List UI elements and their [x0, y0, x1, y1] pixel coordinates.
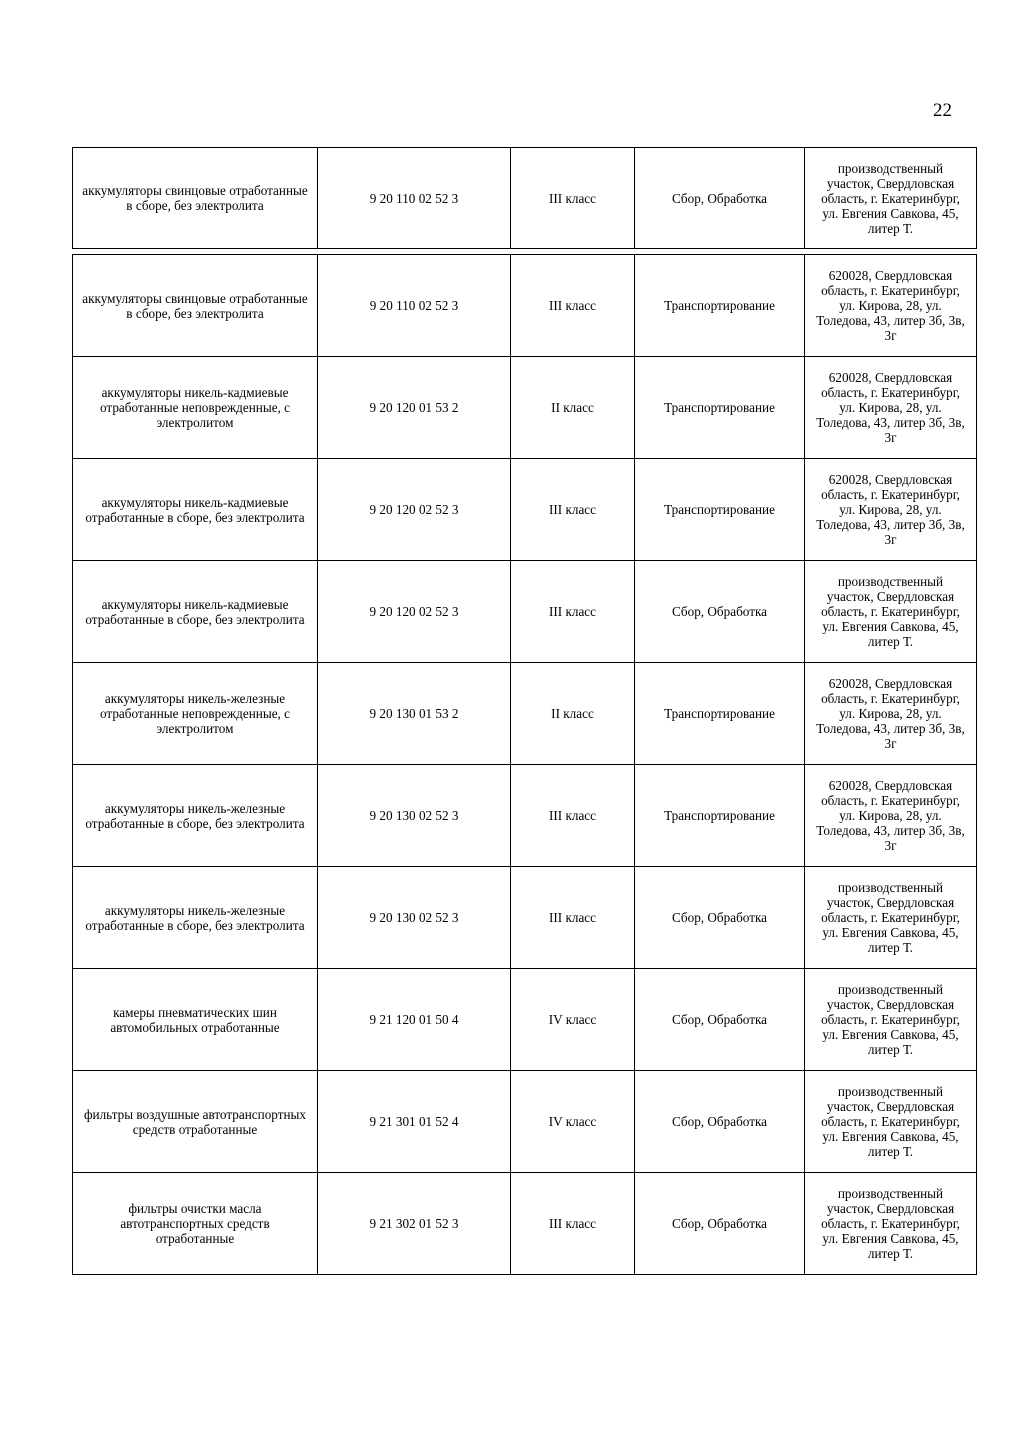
activity-type-cell: Транспортирование [635, 459, 805, 561]
hazard-class-cell: III класс [511, 765, 635, 867]
waste-name-cell: аккумуляторы никель-железные отработанные в сборе, без электролита [73, 765, 318, 867]
fkko-code-cell: 9 21 302 01 52 3 [318, 1173, 511, 1275]
hazard-class-cell: III класс [511, 867, 635, 969]
table-row [73, 357, 977, 459]
table-row [73, 561, 977, 663]
hazard-class-cell: IV класс [511, 969, 635, 1071]
waste-name-cell: аккумуляторы свинцовые отработанные в сборе, без электролита [73, 148, 318, 249]
activity-type-cell: Сбор, Обработка [635, 1071, 805, 1173]
waste-name-cell: фильтры воздушные автотранспортных средств отработанные [73, 1071, 318, 1173]
fkko-code-cell: 9 20 120 01 53 2 [318, 357, 511, 459]
site-address-cell: производственный участок, Свердловская область, г. Екатеринбург, ул. Евгения Савкова, 45, литер Т. [805, 1071, 977, 1173]
fkko-code-cell: 9 21 120 01 50 4 [318, 969, 511, 1071]
waste-name-cell: аккумуляторы никель-железные отработанные в сборе, без электролита [73, 867, 318, 969]
fkko-code-cell: 9 21 301 01 52 4 [318, 1071, 511, 1173]
waste-table-continued [72, 147, 977, 249]
waste-name-cell: аккумуляторы свинцовые отработанные в сборе, без электролита [73, 255, 318, 357]
activity-type-cell: Сбор, Обработка [635, 148, 805, 249]
site-address-cell: 620028, Свердловская область, г. Екатеринбург, ул. Кирова, 28, ул. Толедова, 43, литер 3б, 3в, 3г [805, 255, 977, 357]
hazard-class-cell: III класс [511, 255, 635, 357]
table-row [73, 459, 977, 561]
table-row [73, 255, 977, 357]
activity-type-cell: Сбор, Обработка [635, 1173, 805, 1275]
waste-name-cell: аккумуляторы никель-железные отработанные неповрежденные, с электролитом [73, 663, 318, 765]
table-row [73, 765, 977, 867]
site-address-cell: 620028, Свердловская область, г. Екатеринбург, ул. Кирова, 28, ул. Толедова, 43, литер 3б, 3в, 3г [805, 459, 977, 561]
site-address-cell: 620028, Свердловская область, г. Екатеринбург, ул. Кирова, 28, ул. Толедова, 43, литер 3б, 3в, 3г [805, 765, 977, 867]
fkko-code-cell: 9 20 130 02 52 3 [318, 867, 511, 969]
activity-type-cell: Сбор, Обработка [635, 969, 805, 1071]
activity-type-cell: Транспортирование [635, 255, 805, 357]
table-row [73, 1071, 977, 1173]
waste-name-cell: фильтры очистки масла автотранспортных средств отработанные [73, 1173, 318, 1275]
hazard-class-cell: IV класс [511, 1071, 635, 1173]
hazard-class-cell: III класс [511, 561, 635, 663]
activity-type-cell: Транспортирование [635, 357, 805, 459]
site-address-cell: производственный участок, Свердловская область, г. Екатеринбург, ул. Евгения Савкова, 45, литер Т. [805, 561, 977, 663]
hazard-class-cell: II класс [511, 357, 635, 459]
waste-name-cell: аккумуляторы никель-кадмиевые отработанные в сборе, без электролита [73, 561, 318, 663]
fkko-code-cell: 9 20 130 01 53 2 [318, 663, 511, 765]
site-address-cell: 620028, Свердловская область, г. Екатеринбург, ул. Кирова, 28, ул. Толедова, 43, литер 3б, 3в, 3г [805, 357, 977, 459]
fkko-code-cell: 9 20 130 02 52 3 [318, 765, 511, 867]
table-row [73, 969, 977, 1071]
activity-type-cell: Транспортирование [635, 663, 805, 765]
waste-name-cell: аккумуляторы никель-кадмиевые отработанные неповрежденные, с электролитом [73, 357, 318, 459]
table-row [73, 1173, 977, 1275]
hazard-class-cell: III класс [511, 1173, 635, 1275]
table-row [73, 148, 977, 249]
fkko-code-cell: 9 20 110 02 52 3 [318, 255, 511, 357]
hazard-class-cell: III класс [511, 459, 635, 561]
table-row [73, 663, 977, 765]
fkko-code-cell: 9 20 120 02 52 3 [318, 561, 511, 663]
site-address-cell: 620028, Свердловская область, г. Екатеринбург, ул. Кирова, 28, ул. Толедова, 43, литер 3б, 3в, 3г [805, 663, 977, 765]
site-address-cell: производственный участок, Свердловская область, г. Екатеринбург, ул. Евгения Савкова, 45, литер Т. [805, 1173, 977, 1275]
hazard-class-cell: III класс [511, 148, 635, 249]
waste-name-cell: аккумуляторы никель-кадмиевые отработанные в сборе, без электролита [73, 459, 318, 561]
page-number: 22 [933, 100, 952, 121]
site-address-cell: производственный участок, Свердловская область, г. Екатеринбург, ул. Евгения Савкова, 45, литер Т. [805, 867, 977, 969]
fkko-code-cell: 9 20 110 02 52 3 [318, 148, 511, 249]
site-address-cell: производственный участок, Свердловская область, г. Екатеринбург, ул. Евгения Савкова, 45, литер Т. [805, 148, 977, 249]
table-row [73, 867, 977, 969]
hazard-class-cell: II класс [511, 663, 635, 765]
waste-name-cell: камеры пневматических шин автомобильных отработанные [73, 969, 318, 1071]
site-address-cell: производственный участок, Свердловская область, г. Екатеринбург, ул. Евгения Савкова, 45, литер Т. [805, 969, 977, 1071]
fkko-code-cell: 9 20 120 02 52 3 [318, 459, 511, 561]
activity-type-cell: Сбор, Обработка [635, 561, 805, 663]
activity-type-cell: Транспортирование [635, 765, 805, 867]
activity-type-cell: Сбор, Обработка [635, 867, 805, 969]
waste-table [72, 254, 977, 1275]
